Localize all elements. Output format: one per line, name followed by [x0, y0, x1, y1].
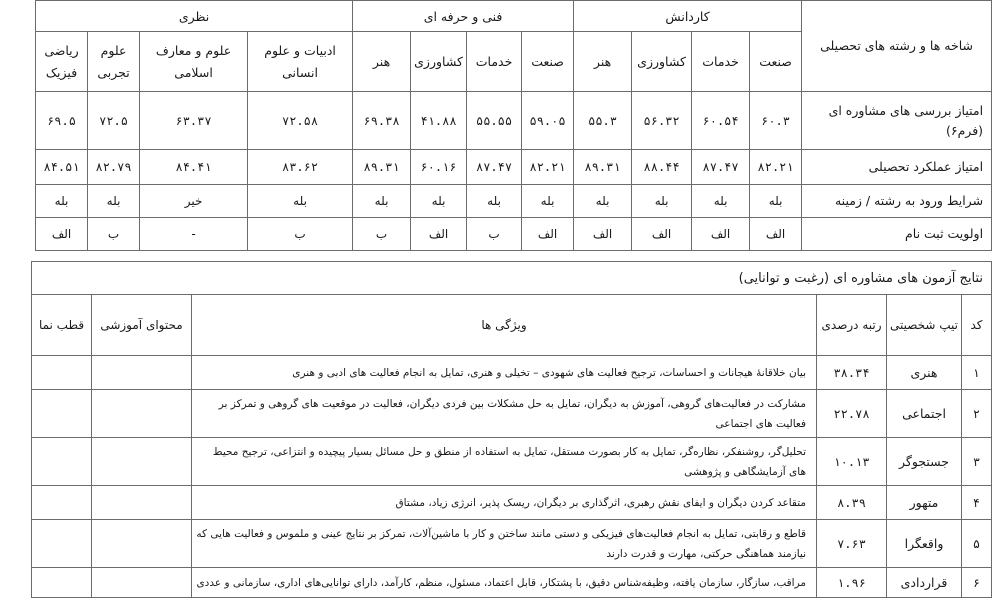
- cell-value: الف: [522, 218, 574, 251]
- column-header: علوم تجربی: [88, 32, 140, 92]
- cell-value: ۸۷.۴۷: [692, 150, 750, 185]
- row-code: ۵: [962, 520, 992, 568]
- cell-value: ۸۸.۴۴: [632, 150, 692, 185]
- column-header: صنعت: [750, 32, 802, 92]
- row-type: متهور: [887, 486, 962, 520]
- row-content: [92, 568, 192, 598]
- column-header: خدمات: [692, 32, 750, 92]
- header-pole: قطب نما: [32, 295, 92, 356]
- cell-value: بله: [692, 185, 750, 218]
- cell-value: ۸۷.۴۷: [467, 150, 522, 185]
- row-rank: ۳۸.۳۴: [817, 356, 887, 390]
- table-row: [32, 356, 992, 390]
- row-type: هنری: [887, 356, 962, 390]
- row-content: [92, 486, 192, 520]
- cell-value: -: [140, 218, 248, 251]
- row-features: مراقب، سازگار، سازمان یافته، وظیفه‌شناس دقیق، با پشتکار، قابل اعتماد، مسئول، منظم، کارآمد، دارای توانایی‌های اداری، سازمانی و عددی: [192, 568, 817, 598]
- column-header: کشاورزی: [632, 32, 692, 92]
- cell-value: بله: [574, 185, 632, 218]
- group-nazari: نظری: [36, 1, 353, 32]
- cell-value: ۷۲.۵: [88, 92, 140, 150]
- row-pole: [32, 390, 92, 438]
- row-rank: ۲۲.۷۸: [817, 390, 887, 438]
- header-code: کد: [962, 295, 992, 356]
- cell-value: ۸۴.۴۱: [140, 150, 248, 185]
- cell-value: ب: [248, 218, 353, 251]
- cell-value: ۵۶.۳۲: [632, 92, 692, 150]
- cell-value: ۵۵.۵۵: [467, 92, 522, 150]
- cell-value: ۷۲.۵۸: [248, 92, 353, 150]
- cell-value: الف: [692, 218, 750, 251]
- row-pole: [32, 520, 92, 568]
- cell-value: الف: [750, 218, 802, 251]
- row-pole: [32, 356, 92, 390]
- cell-value: ۴۱.۸۸: [411, 92, 467, 150]
- cell-value: بله: [467, 185, 522, 218]
- row-content: [92, 356, 192, 390]
- cell-value: ۶۰.۵۴: [692, 92, 750, 150]
- cell-value: ب: [353, 218, 411, 251]
- row-features: تحلیل‌گر، روشنفکر، نظاره‌گر، تمایل به کار بصورت مستقل، تمایل به استفاده از منطق و حل مسائل بسیار پیچیده و انتزاعی، ترجیح محیط های آزمایشگاهی و پژوهشی: [192, 438, 817, 486]
- table-row: [32, 568, 992, 598]
- header-features: ویژگی ها: [192, 295, 817, 356]
- row-label: امتیاز بررسی های مشاوره ای (فرم۶): [802, 92, 992, 150]
- header-rank: رتبه درصدی: [817, 295, 887, 356]
- column-header: علوم و معارف اسلامی: [140, 32, 248, 92]
- cell-value: بله: [632, 185, 692, 218]
- table-row: [32, 486, 992, 520]
- cell-value: بله: [411, 185, 467, 218]
- header-content: محتوای آموزشی: [92, 295, 192, 356]
- cell-value: ۸۲.۲۱: [522, 150, 574, 185]
- cell-value: بله: [522, 185, 574, 218]
- table-row: [36, 150, 992, 185]
- cell-value: الف: [574, 218, 632, 251]
- row-rank: ۱.۹۶: [817, 568, 887, 598]
- cell-value: ۶۹.۳۸: [353, 92, 411, 150]
- test-results-table: [31, 261, 992, 598]
- table-row: [32, 390, 992, 438]
- cell-value: ۸۲.۷۹: [88, 150, 140, 185]
- row-rank: ۷.۶۳: [817, 520, 887, 568]
- cell-value: بله: [750, 185, 802, 218]
- column-header: ریاضی فیزیک: [36, 32, 88, 92]
- row-type: واقعگرا: [887, 520, 962, 568]
- cell-value: ۸۹.۳۱: [574, 150, 632, 185]
- row-type: جستجوگر: [887, 438, 962, 486]
- table-row: [36, 92, 992, 150]
- column-header: ادبیات و علوم انسانی: [248, 32, 353, 92]
- row-content: [92, 438, 192, 486]
- row-label: امتیاز عملکرد تحصیلی: [802, 150, 992, 185]
- cell-value: بله: [88, 185, 140, 218]
- group-kardanesh: کاردانش: [574, 1, 802, 32]
- cell-value: بله: [36, 185, 88, 218]
- row-code: ۲: [962, 390, 992, 438]
- row-code: ۳: [962, 438, 992, 486]
- cell-value: ۵۹.۰۵: [522, 92, 574, 150]
- cell-value: ۶۳.۳۷: [140, 92, 248, 150]
- cell-value: ۸۴.۵۱: [36, 150, 88, 185]
- group-fani: فنی و حرفه ای: [353, 1, 574, 32]
- header-type: تیپ شخصیتی: [887, 295, 962, 356]
- row-features: قاطع و رقابتی، تمایل به انجام فعالیت‌های فیزیکی و دستی مانند ساختن و کار با ماشین‌آلات، تمرکز بر نتایج عینی و ملموس و فعالیت هایی که نیازمند هماهنگی حرکتی، مهارت و قدرت دارند: [192, 520, 817, 568]
- results-title: نتایج آزمون های مشاوره ای (رغبت و توانایی): [32, 262, 992, 295]
- cell-value: خیر: [140, 185, 248, 218]
- column-header: صنعت: [522, 32, 574, 92]
- fields-header-label: شاخه ها و رشته های تحصیلی: [802, 1, 992, 92]
- cell-value: ۸۲.۲۱: [750, 150, 802, 185]
- table-row: [32, 520, 992, 568]
- column-header: خدمات: [467, 32, 522, 92]
- cell-value: ۶۹.۵: [36, 92, 88, 150]
- row-pole: [32, 486, 92, 520]
- cell-value: ۶۰.۳: [750, 92, 802, 150]
- table-row: [36, 185, 992, 218]
- row-type: قراردادی: [887, 568, 962, 598]
- row-rank: ۸.۳۹: [817, 486, 887, 520]
- column-header: هنر: [353, 32, 411, 92]
- cell-value: بله: [353, 185, 411, 218]
- cell-value: ۵۵.۳: [574, 92, 632, 150]
- table-row: [32, 438, 992, 486]
- row-code: ۴: [962, 486, 992, 520]
- cell-value: ۸۳.۶۲: [248, 150, 353, 185]
- cell-value: الف: [632, 218, 692, 251]
- row-features: بیان خلاقانهٔ هیجانات و احساسات، ترجیح فعالیت های شهودی – تخیلی و هنری، تمایل به انجام فعالیت های ادبی و هنری: [192, 356, 817, 390]
- cell-value: الف: [36, 218, 88, 251]
- table-row: [36, 218, 992, 251]
- row-pole: [32, 568, 92, 598]
- row-code: ۶: [962, 568, 992, 598]
- row-type: اجتماعی: [887, 390, 962, 438]
- row-pole: [32, 438, 92, 486]
- cell-value: بله: [248, 185, 353, 218]
- cell-value: ب: [467, 218, 522, 251]
- row-content: [92, 520, 192, 568]
- column-header: هنر: [574, 32, 632, 92]
- row-label: شرایط ورود به رشته / زمینه: [802, 185, 992, 218]
- fields-score-table: [35, 0, 992, 251]
- row-features: مشارکت در فعالیت‌های گروهی، آموزش به دیگران، تمایل به حل مشکلات بین فردی دیگران، فعالیت در موقعیت های گروهی و تمرکز بر فعالیت های اجتماعی: [192, 390, 817, 438]
- row-label: اولویت ثبت نام: [802, 218, 992, 251]
- cell-value: الف: [411, 218, 467, 251]
- row-features: متقاعد کردن دیگران و ایفای نقش رهبری، اثرگذاری بر دیگران، ریسک پذیر، انرژی زیاد، مشتاق: [192, 486, 817, 520]
- cell-value: ۸۹.۳۱: [353, 150, 411, 185]
- cell-value: ۶۰.۱۶: [411, 150, 467, 185]
- row-rank: ۱۰.۱۳: [817, 438, 887, 486]
- row-content: [92, 390, 192, 438]
- row-code: ۱: [962, 356, 992, 390]
- column-header: کشاورزی: [411, 32, 467, 92]
- cell-value: ب: [88, 218, 140, 251]
